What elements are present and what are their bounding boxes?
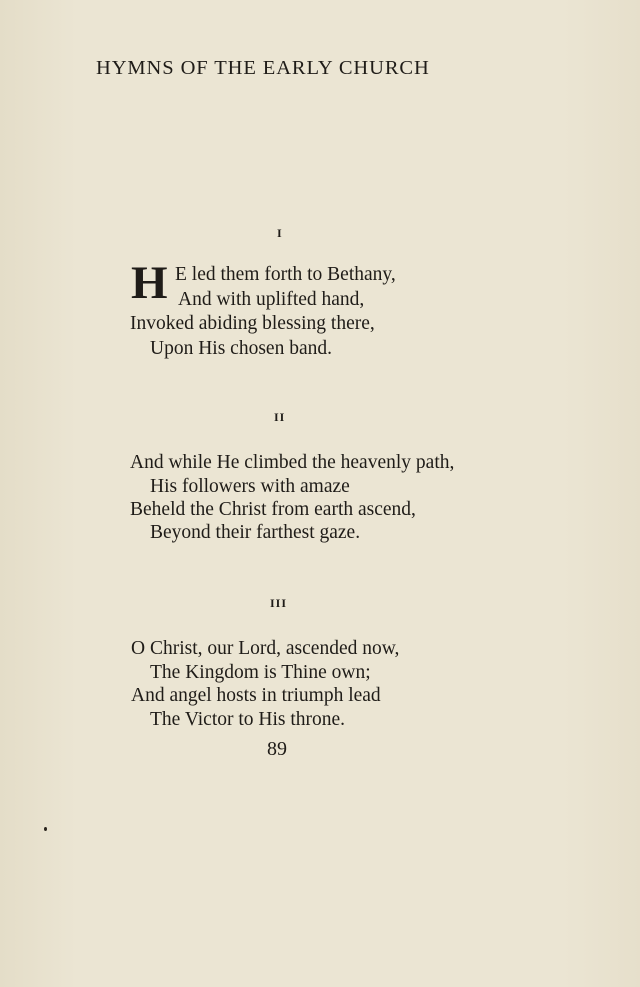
paper-speck [44, 827, 47, 831]
verse-line: And while He climbed the heavenly path, [130, 452, 455, 473]
verse-line: And with uplifted hand, [178, 289, 365, 310]
running-title: HYMNS OF THE EARLY CHURCH [96, 57, 430, 79]
drop-cap: H [131, 257, 168, 309]
verse-line: E led them forth to Bethany, [175, 264, 396, 285]
stanza-numeral-3: III [270, 596, 288, 610]
verse-line: His followers with amaze [150, 476, 350, 497]
stanza-numeral-2: II [274, 410, 286, 424]
verse-line: Invoked abiding blessing there, [130, 313, 375, 334]
verse-line: The Kingdom is Thine own; [150, 662, 371, 683]
stanza-numeral-1: I [277, 226, 283, 240]
page-number: 89 [267, 738, 287, 760]
verse-line: The Victor to His throne. [150, 709, 346, 730]
verse-line: O Christ, our Lord, ascended now, [131, 638, 400, 659]
verse-line: Beheld the Christ from earth ascend, [130, 499, 416, 520]
verse-line: Beyond their farthest gaze. [150, 522, 361, 543]
verse-line: And angel hosts in triumph lead [131, 685, 381, 706]
verse-line: Upon His chosen band. [150, 338, 332, 359]
